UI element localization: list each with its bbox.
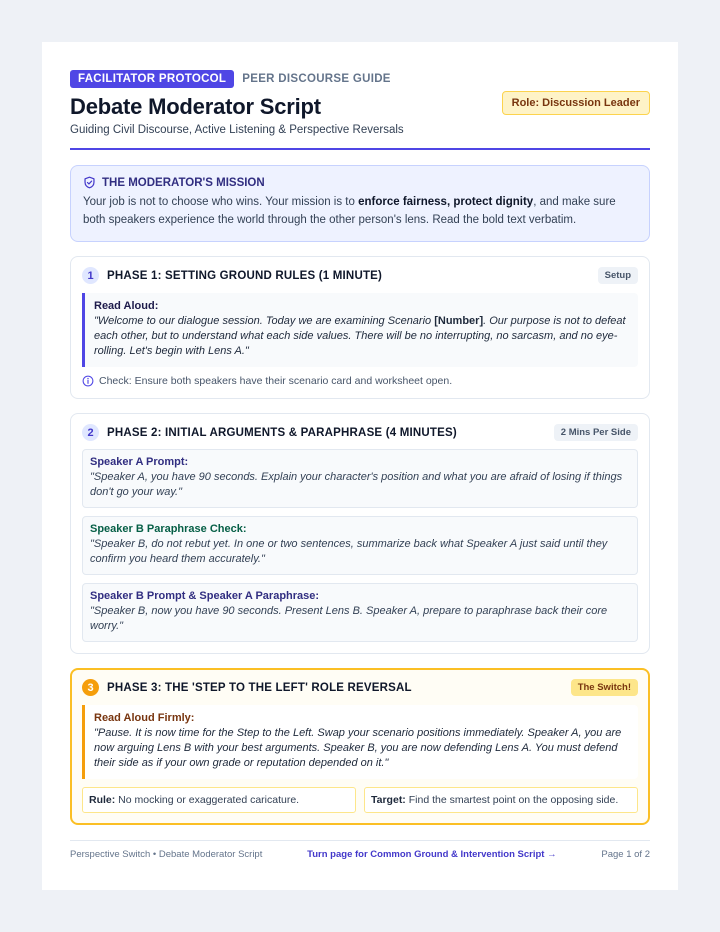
mission-box — [70, 165, 650, 242]
peer-discourse-tag: PEER DISCOURSE GUIDE — [242, 73, 391, 85]
title-row — [70, 94, 650, 120]
rule-text: No mocking or exaggerated caricature. — [115, 794, 300, 806]
speaker-b-prompt-text: "Speaker B, now you have 90 seconds. Present Lens B. Speaker A, prepare to paraphrase back their core worry." — [90, 605, 608, 632]
info-icon — [82, 375, 94, 387]
rule-box — [82, 787, 356, 813]
rule-label: Rule: — [89, 794, 116, 806]
mission-text-start: Your job is not to choose who wins. Your mission is to — [83, 196, 359, 208]
phase-1-title: PHASE 1: SETTING GROUND RULES (1 MINUTE) — [107, 269, 383, 282]
phase-1-read-label: Read Aloud: — [94, 300, 159, 312]
phase-1-title-group — [82, 267, 382, 284]
phase-3-title-group — [82, 679, 412, 696]
phase-3-rules-row — [82, 787, 638, 813]
phase-1-check — [82, 375, 638, 387]
phase-2-title: PHASE 2: INITIAL ARGUMENTS & PARAPHRASE (4 MINUTES) — [107, 426, 457, 439]
phase-3-card — [70, 668, 650, 825]
shield-check-icon — [83, 176, 96, 189]
mission-heading-row — [83, 176, 637, 189]
phase-1-badge: Setup — [598, 267, 638, 284]
header-divider — [70, 148, 650, 150]
phase-3-title: PHASE 3: THE 'STEP TO THE LEFT' ROLE REVERSAL — [107, 681, 412, 694]
phase-2-badge: 2 Mins Per Side — [554, 424, 638, 441]
target-text: Find the smartest point on the opposing side. — [405, 794, 619, 806]
phase-2-title-group — [82, 424, 457, 441]
phase-3-read-aloud — [82, 705, 638, 779]
speaker-b-prompt-card — [82, 583, 638, 642]
header-tags — [70, 70, 650, 88]
facilitator-protocol-tag: FACILITATOR PROTOCOL — [70, 70, 234, 88]
phase-3-number: 3 — [82, 679, 99, 696]
phase-3-header — [82, 679, 638, 696]
mission-text-end: , and make sure both speakers experience the world through the other person's lens. Read the bold text verbatim. — [83, 196, 616, 226]
phase-2-card — [70, 413, 650, 654]
footer-next-page-link[interactable]: Turn page for Common Ground & Intervention Script → — [307, 849, 557, 860]
speaker-a-prompt-text: "Speaker A, you have 90 seconds. Explain your character's position and what you are afraid of losing if things don't go your way." — [90, 471, 623, 498]
mission-text — [83, 193, 637, 229]
phase-1-number: 1 — [82, 267, 99, 284]
speaker-b-prompt-label: Speaker B Prompt & Speaker A Paraphrase: — [90, 590, 320, 602]
page-content — [70, 70, 650, 825]
mission-text-bold: enforce fairness, protect dignity — [358, 196, 534, 208]
phase-1-read-aloud — [82, 293, 638, 367]
document-page — [42, 42, 678, 890]
phase-1-check-text: Check: Ensure both speakers have their scenario card and worksheet open. — [99, 375, 453, 387]
speaker-a-prompt-label: Speaker A Prompt: — [90, 456, 189, 468]
page-subtitle: Guiding Civil Discourse, Active Listening & Perspective Reversals — [70, 124, 404, 136]
phase-2-header — [82, 424, 638, 441]
phase-1-read-text-bold: [Number] — [434, 315, 484, 327]
speaker-b-paraphrase-label: Speaker B Paraphrase Check: — [90, 523, 247, 535]
footer-page-number: Page 1 of 2 — [601, 849, 650, 860]
phase-3-read-text: "Pause. It is now time for the Step to the Left. Swap your scenario positions immediately. Speaker A, you are now arguing Lens B with your best arguments. Speaker B, you are now defending Lens A. You must defend their side as if your own grade or reputation depended on it." — [94, 727, 622, 769]
phase-1-read-text — [94, 314, 629, 359]
phase-1-card — [70, 256, 650, 399]
target-box — [364, 787, 638, 813]
phase-3-badge: The Switch! — [571, 679, 638, 696]
phase-1-header — [82, 267, 638, 284]
phase-2-number: 2 — [82, 424, 99, 441]
target-label: Target: — [371, 794, 406, 806]
speaker-a-prompt-card — [82, 449, 638, 508]
role-badge: Role: Discussion Leader — [502, 91, 650, 115]
footer-left: Perspective Switch • Debate Moderator Script — [70, 849, 263, 860]
speaker-b-paraphrase-card — [82, 516, 638, 575]
phase-1-read-text-end: . Our purpose is not to defeat each other, but to understand what each side values. There will be no interrupting, no sarcasm, and no eye-rolling. Let's begin with Lens A." — [94, 315, 626, 357]
page-footer — [70, 840, 650, 860]
mission-heading: THE MODERATOR'S MISSION — [102, 176, 265, 189]
page-title: Debate Moderator Script — [70, 94, 321, 119]
phase-3-read-label: Read Aloud Firmly: — [94, 712, 195, 724]
speaker-b-paraphrase-text: "Speaker B, do not rebut yet. In one or two sentences, summarize back what Speaker A just said until they confirm you heard them accurately." — [90, 538, 608, 565]
phase-1-read-text-start: "Welcome to our dialogue session. Today we are examining Scenario — [94, 315, 435, 327]
